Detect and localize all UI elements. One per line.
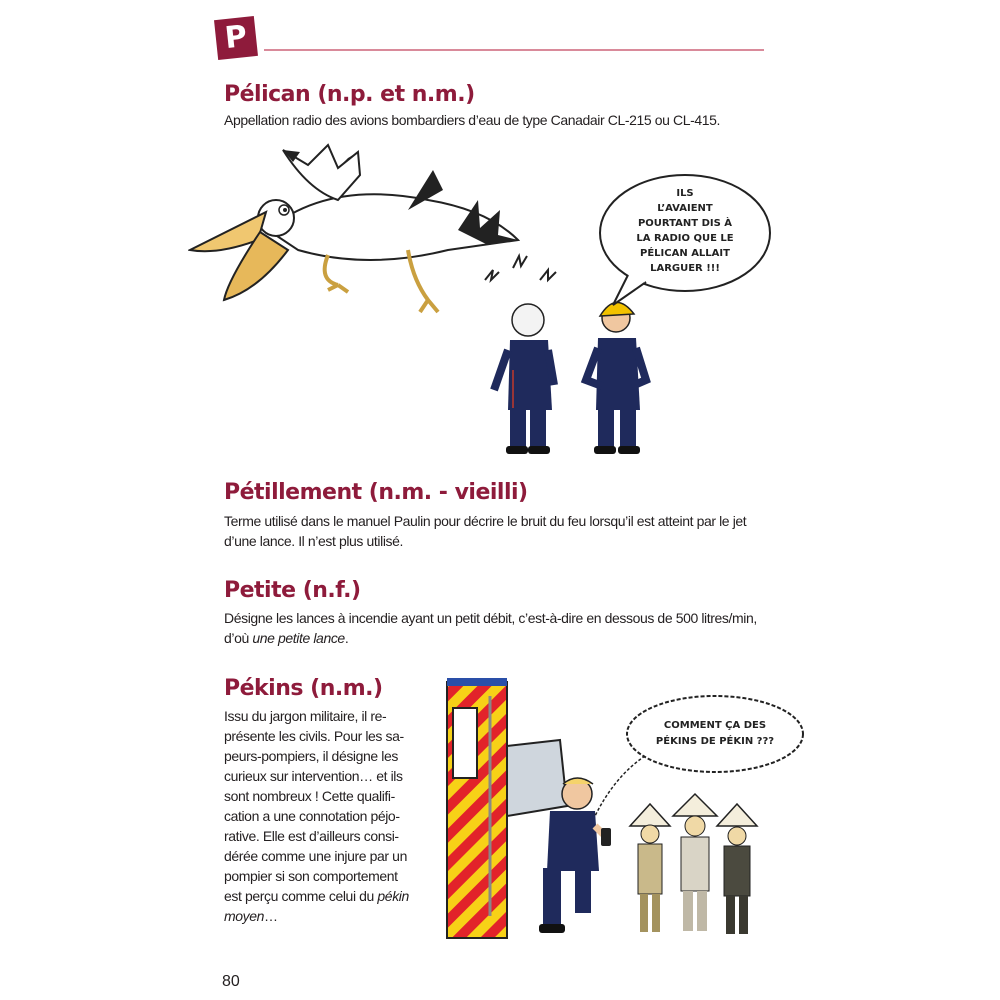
definition-line: Appellation radio des avions bombardiers d’eau de type Canadair CL-215 ou CL-415. [224,112,721,128]
definition-italic: pékin [377,888,409,904]
definition-line [224,628,757,648]
definition-text: d’où [224,630,253,646]
definition-line: Désigne les lances à incendie ayant un petit débit, c’est-à-dire en dessous de 500 litres/min, [224,610,757,626]
speech-line: LA RADIO QUE LE [636,233,734,244]
speech-line: ILS [676,188,694,199]
pekins-cartoon-illustration [445,676,810,946]
entry-definition-petillement [224,511,746,551]
civilian-1 [630,804,670,932]
page-number: 80 [222,973,240,990]
section-letter: P [223,18,249,57]
civilian-2 [673,794,717,931]
speech-line: POURTANT DIS À [637,218,733,229]
definition-line: sont nombreux ! Cette qualifi- [224,788,395,804]
section-letter-badge [214,16,258,60]
entry-title-pelican: Pélican (n.p. et n.m.) [224,82,475,107]
civilian-3 [717,804,757,934]
pelican-cartoon-illustration [188,140,778,470]
pelican-drawing [190,145,518,312]
entry-title-pekins: Pékins (n.m.) [224,676,383,701]
definition-line [224,906,424,926]
entry-title-petillement: Pétillement (n.m. - vieilli) [224,480,528,505]
header-rule [264,49,764,51]
firefighter-angry [494,304,554,454]
definition-line: rative. Elle est d’ailleurs consi- [224,828,399,844]
definition-line [224,886,424,906]
speech-line: COMMENT ÇA DES [663,720,767,731]
speech-bubble-pelican [600,175,770,305]
definition-line: cation a une connotation péjo- [224,808,400,824]
agitation-marks [485,256,556,280]
entry-definition-petite [224,608,757,648]
definition-line: pompier si son comportement [224,868,398,884]
entry-title-petite: Petite (n.f.) [224,578,361,603]
definition-text: . [344,630,349,646]
definition-line: présente les civils. Pour les sa- [224,728,404,744]
definition-line: peurs-pompiers, il désigne les [224,748,398,764]
definition-text: est perçu comme celui du [224,888,378,904]
speech-line: L’AVAIENT [657,203,713,214]
firefighter-helmet [586,302,646,454]
entry-definition-pelican [224,110,720,130]
definition-line: curieux sur intervention… et ils [224,768,403,784]
entry-definition-pekins [224,706,424,926]
definition-line: dérée comme une injure par un [224,848,407,864]
definition-line: Terme utilisé dans le manuel Paulin pour décrire le bruit du feu lorsqu’il est atteint par le jet [224,513,747,529]
definition-line: d’une lance. Il n’est plus utilisé. [224,533,403,549]
definition-italic: moyen [224,908,265,924]
definition-line: Issu du jargon militaire, il re- [224,708,387,724]
speech-line: LARGUER !!! [650,263,720,274]
definition-text: … [264,908,278,924]
speech-line: PÉLICAN ALLAIT [640,248,730,259]
definition-italic: une petite lance [252,630,345,646]
speech-line: PÉKINS DE PÉKIN ??? [655,736,775,747]
